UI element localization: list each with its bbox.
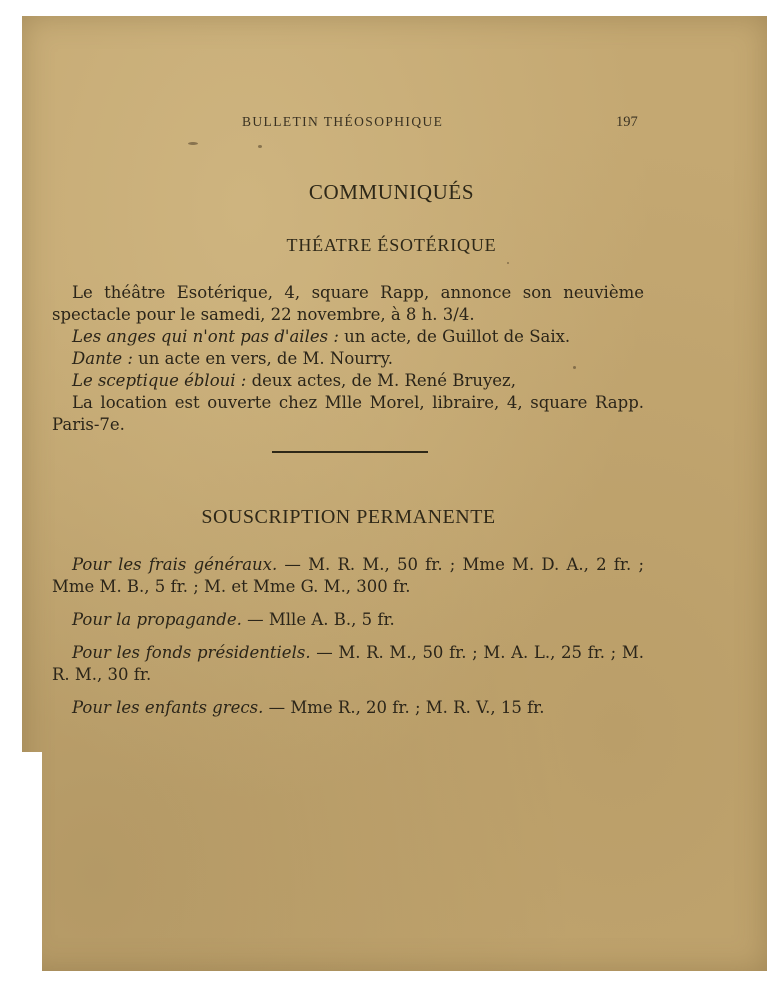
play-desc: un acte en vers, de M. Nourry. (132, 349, 394, 368)
entry-label: Pour les frais généraux. (72, 555, 278, 574)
paper-speck (258, 145, 262, 148)
subscription-entry (52, 609, 644, 631)
subheading-theatre: THÉATRE ÉSOTÉRIQUE (286, 235, 497, 255)
play-line (52, 370, 644, 392)
entry-text: — M. R. M., 50 fr. ; M. A. L., 25 fr. ; M. R. M., 30 fr. (52, 643, 644, 684)
page-number: 197 (616, 114, 638, 130)
running-header: BULLETIN THÉOSOPHIQUE (242, 114, 444, 129)
paper-speck (507, 262, 509, 264)
subscription-entry (52, 554, 644, 598)
section-heading-communiques: COMMUNIQUÉS (308, 180, 475, 204)
play-line (52, 348, 644, 370)
entry-text: — Mlle A. B., 5 fr. (241, 610, 395, 629)
souscription-body (52, 554, 644, 730)
subscription-entry (52, 697, 644, 719)
play-line (52, 326, 644, 348)
entry-label: Pour les enfants grecs. (72, 698, 264, 717)
communiques-body (52, 282, 644, 436)
subscription-entry (52, 642, 644, 686)
play-desc: deux actes, de M. René Bruyez, (246, 371, 516, 390)
section-divider (272, 451, 428, 453)
play-desc: un acte, de Guillot de Saix. (338, 327, 571, 346)
entry-label: Pour la propagande. (72, 610, 242, 629)
paper-page (22, 16, 767, 971)
play-title: Le sceptique ébloui : (72, 371, 247, 390)
play-title: Les anges qui n'ont pas d'ailes : (72, 327, 339, 346)
entry-text: — Mme R., 20 fr. ; M. R. V., 15 fr. (263, 698, 545, 717)
paper-speck (188, 142, 198, 145)
play-title: Dante : (72, 349, 133, 368)
section-heading-souscription: SOUSCRIPTION PERMANENTE (201, 506, 496, 528)
entry-label: Pour les fonds présidentiels. (72, 643, 311, 662)
entry-text: — M. R. M., 50 fr. ; Mme M. D. A., 2 fr. ; Mme M. B., 5 fr. ; M. et Mme G. M., 300 fr. (52, 555, 644, 596)
location-paragraph: La location est ouverte chez Mlle Morel, libraire, 4, square Rapp. Paris-7e. (52, 393, 644, 434)
intro-paragraph: Le théâtre Esotérique, 4, square Rapp, annonce son neuvième spectacle pour le samedi, 22 novembre, à 8 h. 3/4. (52, 283, 644, 324)
torn-edge (22, 752, 42, 972)
